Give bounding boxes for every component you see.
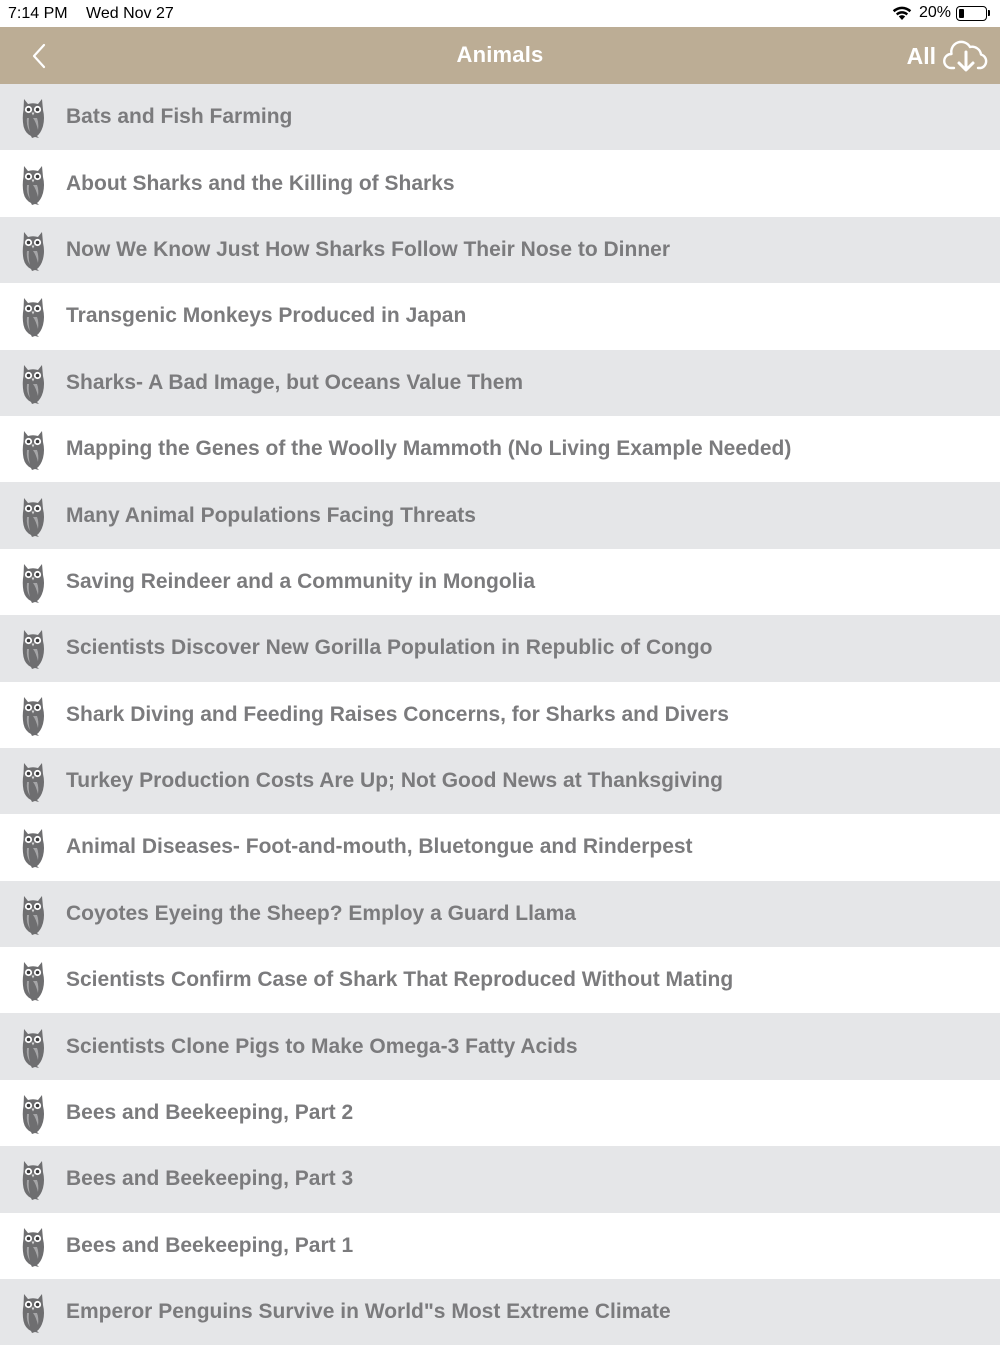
article-title: Bees and Beekeeping, Part 2: [66, 1101, 354, 1125]
article-row[interactable]: [0, 814, 1000, 880]
article-title: Mapping the Genes of the Woolly Mammoth (No Living Example Needed): [66, 437, 792, 461]
article-row[interactable]: [0, 615, 1000, 681]
article-row[interactable]: [0, 283, 1000, 349]
article-row[interactable]: [0, 549, 1000, 615]
article-title: Coyotes Eyeing the Sheep? Employ a Guard Llama: [66, 901, 576, 925]
article-row[interactable]: [0, 350, 1000, 416]
article-row[interactable]: [0, 416, 1000, 482]
download-all-label: All: [906, 42, 936, 69]
battery-icon: [956, 6, 987, 21]
owl-icon: [19, 561, 47, 603]
article-title: Saving Reindeer and a Community in Mongolia: [66, 569, 536, 593]
owl-icon: [19, 826, 47, 868]
article-title: Bees and Beekeeping, Part 3: [66, 1167, 354, 1191]
article-row[interactable]: [0, 881, 1000, 947]
owl-icon: [19, 1158, 47, 1200]
article-title: About Sharks and the Killing of Sharks: [66, 171, 455, 195]
status-time: 7:14 PM: [8, 5, 68, 22]
owl-icon: [19, 229, 47, 271]
article-title: Shark Diving and Feeding Raises Concerns, for Sharks and Divers: [66, 702, 729, 726]
owl-icon: [19, 1026, 47, 1068]
article-list: [0, 84, 1000, 1345]
article-row[interactable]: [0, 84, 1000, 150]
article-row[interactable]: [0, 1146, 1000, 1212]
status-left: [8, 5, 174, 23]
owl-icon: [19, 694, 47, 736]
owl-icon: [19, 627, 47, 669]
article-title: Transgenic Monkeys Produced in Japan: [66, 304, 467, 328]
article-row[interactable]: [0, 682, 1000, 748]
status-date: Wed Nov 27: [86, 5, 174, 22]
owl-icon: [19, 893, 47, 935]
owl-icon: [19, 96, 47, 138]
nav-bar: [0, 27, 1000, 84]
article-title: Animal Diseases- Foot-and-mouth, Bluetongue and Rinderpest: [66, 835, 693, 859]
owl-icon: [19, 1291, 47, 1333]
article-row[interactable]: [0, 217, 1000, 283]
owl-icon: [19, 163, 47, 205]
article-row[interactable]: [0, 1013, 1000, 1079]
battery-percent: 20%: [918, 4, 951, 21]
article-row[interactable]: [0, 1080, 1000, 1146]
article-title: Turkey Production Costs Are Up; Not Good News at Thanksgiving: [66, 769, 723, 793]
article-row[interactable]: [0, 947, 1000, 1013]
article-title: Emperor Penguins Survive in World"s Most Extreme Climate: [66, 1300, 671, 1324]
battery-tip: [988, 10, 990, 16]
status-bar: [0, 0, 1000, 27]
article-title: Bats and Fish Farming: [66, 105, 293, 129]
owl-icon: [19, 1092, 47, 1134]
status-right: [891, 4, 990, 22]
owl-icon: [19, 760, 47, 802]
article-title: Now We Know Just How Sharks Follow Their Nose to Dinner: [66, 237, 671, 261]
article-row[interactable]: [0, 1279, 1000, 1345]
wifi-icon: [891, 5, 913, 21]
download-all-button[interactable]: [907, 37, 990, 75]
article-row[interactable]: [0, 1213, 1000, 1279]
owl-icon: [19, 495, 47, 537]
article-title: Sharks- A Bad Image, but Oceans Value Them: [66, 370, 524, 394]
article-row[interactable]: [0, 150, 1000, 216]
owl-icon: [19, 362, 47, 404]
article-row[interactable]: [0, 748, 1000, 814]
article-row[interactable]: [0, 482, 1000, 548]
cloud-download-icon: [942, 37, 990, 75]
article-title: Scientists Discover New Gorilla Population in Republic of Congo: [66, 636, 713, 660]
owl-icon: [19, 295, 47, 337]
article-title: Scientists Clone Pigs to Make Omega-3 Fatty Acids: [66, 1034, 578, 1058]
article-title: Scientists Confirm Case of Shark That Reproduced Without Mating: [66, 968, 734, 992]
owl-icon: [19, 959, 47, 1001]
owl-icon: [19, 428, 47, 470]
article-title: Bees and Beekeeping, Part 1: [66, 1233, 354, 1257]
article-title: Many Animal Populations Facing Threats: [66, 503, 476, 527]
page-title: Animals: [456, 42, 544, 67]
owl-icon: [19, 1225, 47, 1267]
